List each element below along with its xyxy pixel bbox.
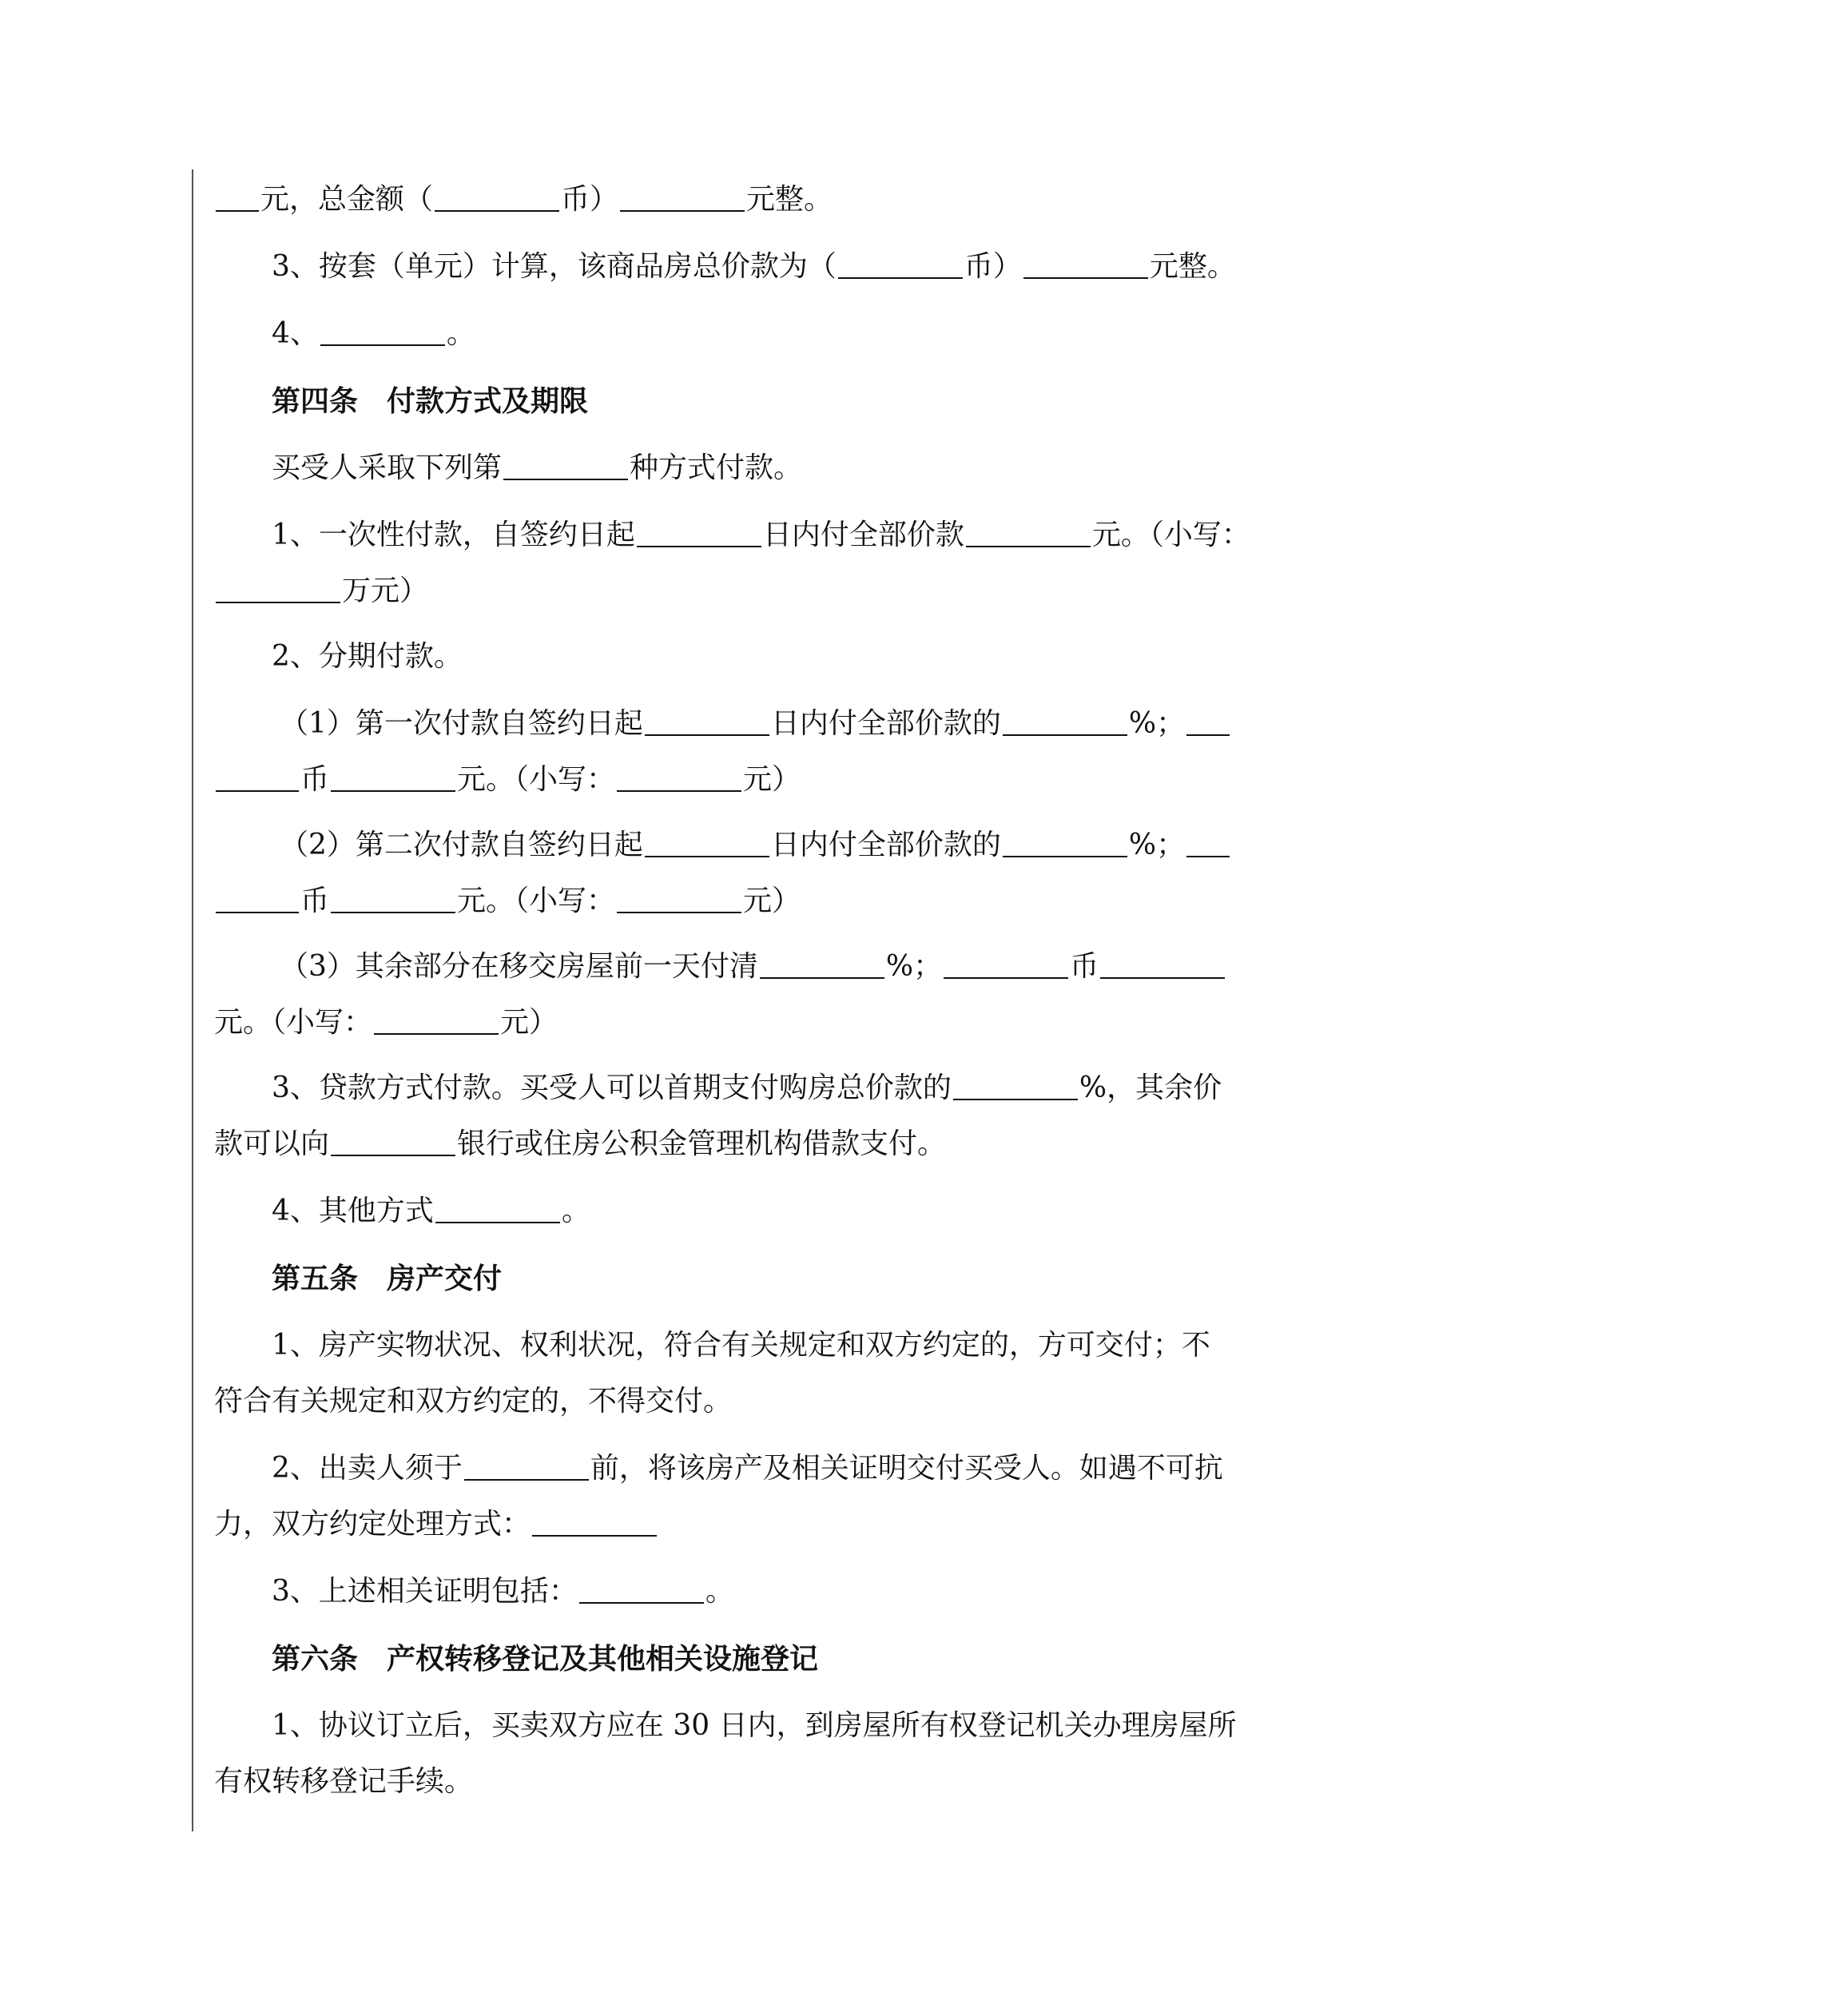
text-line-installment-3-cont: 元。（小写： 元） [214, 1006, 558, 1039]
text-line-lump-sum: 1、一次性付款，自签约日起 日内付全部价款 元。（小写： [272, 519, 1250, 551]
text-line-price-total: 元，总金额（ 币） 元整。 [214, 182, 833, 217]
blank-field[interactable] [838, 250, 963, 279]
blank-field[interactable] [331, 763, 455, 792]
text-line-delivery-2-cont: 力，双方约定处理方式： [214, 1507, 658, 1542]
text-line-loan: 3、贷款方式付款。买受人可以首期支付购房总价款的 %，其余价 [272, 1072, 1222, 1104]
blank-field[interactable] [944, 950, 1068, 979]
blank-field[interactable] [503, 451, 628, 480]
blank-field[interactable] [331, 1127, 455, 1156]
blank-field[interactable] [1186, 707, 1230, 736]
blank-field[interactable] [435, 183, 559, 212]
text-line-other-method: 4、其他方式 。 [272, 1195, 590, 1227]
article-heading-5: 第五条 房产交付 [272, 1262, 503, 1295]
blank-field[interactable] [374, 1006, 499, 1035]
text-line-delivery-1: 1、房产实物状况、权利状况，符合有关规定和双方约定的，方可交付；不 [272, 1329, 1210, 1362]
text-line-loan-cont: 款可以向 银行或住房公积金管理机构借款支付。 [214, 1127, 947, 1160]
blank-field[interactable] [1023, 250, 1148, 279]
article-heading-6: 第六条 产权转移登记及其他相关设施登记 [272, 1642, 819, 1676]
text-line-installment-1: （1）第一次付款自签约日起 日内付全部价款的 %； [280, 706, 1231, 742]
blank-field[interactable] [966, 519, 1091, 547]
text-line-registration-1: 1、协议订立后，买卖双方应在 30 日内，到房屋所有权登记机关办理房屋所 [272, 1709, 1237, 1742]
blank-field[interactable] [617, 763, 741, 792]
blank-field[interactable] [953, 1072, 1078, 1100]
blank-field[interactable] [216, 575, 340, 603]
text-line-item-4: 4、 。 [272, 317, 475, 350]
text-line-installment-2-cont: 币 元。（小写： 元） [214, 884, 801, 919]
blank-field[interactable] [645, 829, 769, 857]
text-line-lump-sum-cont: 万元） [214, 574, 428, 609]
blank-field[interactable] [1003, 829, 1127, 857]
article-heading-4: 第四条 付款方式及期限 [272, 384, 589, 418]
text-line-payment-choice: 买受人采取下列第 种方式付款。 [272, 451, 803, 484]
blank-field[interactable] [435, 1195, 560, 1223]
blank-field[interactable] [1100, 950, 1225, 979]
margin-rule [192, 169, 193, 1831]
text-line-installments: 2、分期付款。 [272, 640, 463, 673]
text-line-price-per-unit: 3、按套（单元）计算，该商品房总价款为（ 币） 元整。 [272, 250, 1236, 283]
blank-field[interactable] [532, 1508, 657, 1537]
blank-field[interactable] [320, 317, 445, 346]
blank-field[interactable] [331, 885, 455, 913]
blank-field[interactable] [1186, 829, 1230, 857]
blank-field[interactable] [464, 1452, 589, 1481]
blank-field[interactable] [1003, 707, 1127, 736]
blank-field[interactable] [216, 183, 259, 212]
blank-field[interactable] [579, 1575, 704, 1604]
blank-field[interactable] [620, 183, 745, 212]
blank-field[interactable] [216, 885, 299, 913]
text-line-installment-1-cont: 币 元。（小写： 元） [214, 762, 801, 797]
blank-field[interactable] [617, 885, 741, 913]
text-line-installment-2: （2）第二次付款自签约日起 日内付全部价款的 %； [280, 828, 1231, 863]
blank-field[interactable] [760, 950, 884, 979]
blank-field[interactable] [216, 763, 299, 792]
text-line-delivery-1-cont: 符合有关规定和双方约定的，不得交付。 [214, 1385, 733, 1418]
blank-field[interactable] [637, 519, 761, 547]
text-line-delivery-3: 3、上述相关证明包括： 。 [272, 1575, 734, 1608]
text-line-registration-1-cont: 有权转移登记手续。 [214, 1765, 474, 1798]
blank-field[interactable] [645, 707, 769, 736]
text-line-installment-3: （3）其余部分在移交房屋前一天付清 %； 币 [280, 949, 1226, 984]
text-line-delivery-2: 2、出卖人须于 前，将该房产及相关证明交付买受人。如遇不可抗 [272, 1452, 1223, 1485]
